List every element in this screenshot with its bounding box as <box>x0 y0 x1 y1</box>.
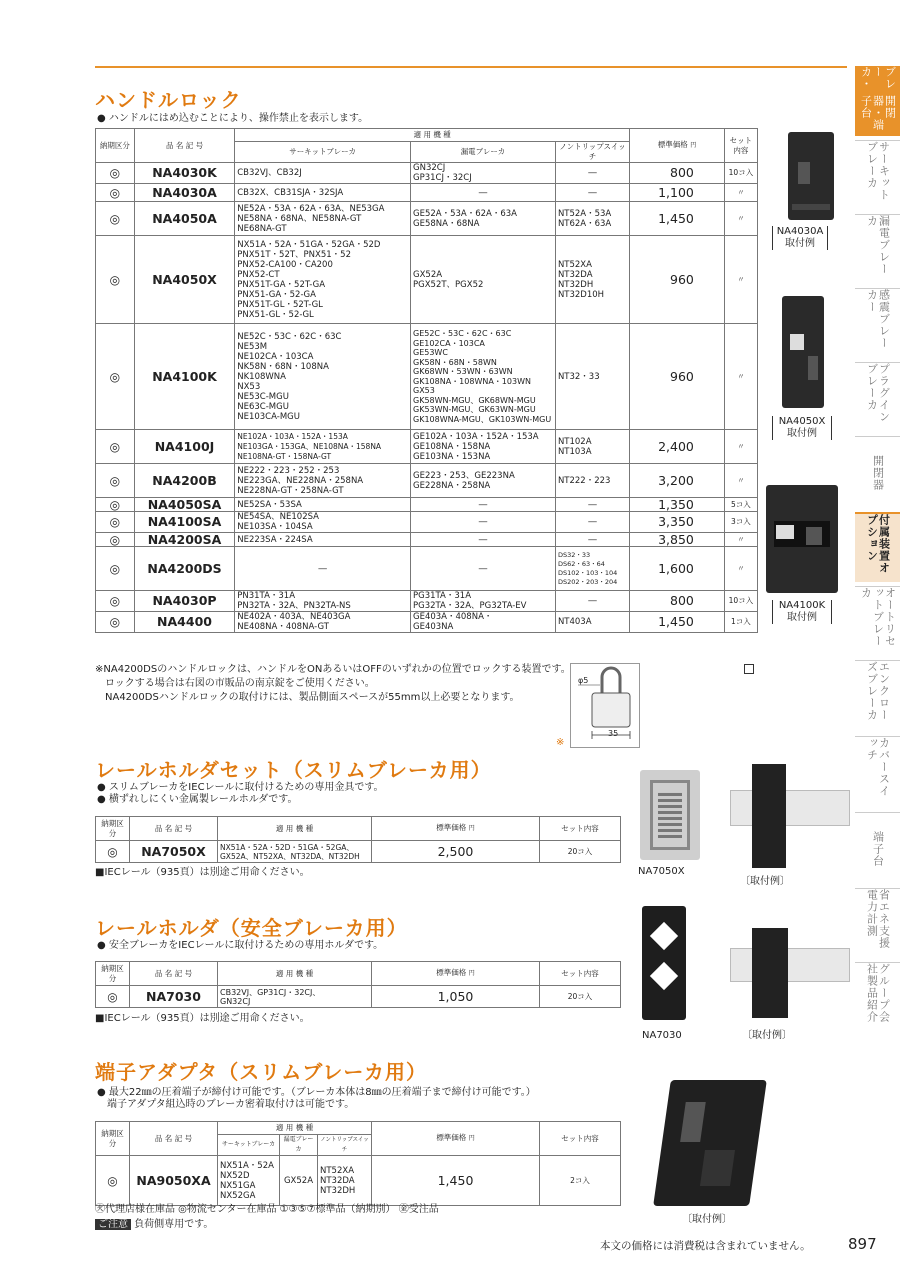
set-cell: 〃 <box>724 430 757 464</box>
leak-cell: GE52A・53A・62A・63A GE58NA・68NA <box>411 202 556 236</box>
circuit-cell: NE52SA・53SA <box>235 498 411 512</box>
photo-rail-slim-mount-breaker <box>752 764 786 868</box>
header-applicable: 適 用 機 種 <box>218 962 372 986</box>
sidebar-tab-label: 開閉器 <box>871 454 885 491</box>
sidebar-tab-label: オートリセットブレーカ <box>859 587 897 647</box>
photo-na7050x <box>640 770 700 860</box>
set-cell: 20コ入 <box>540 841 621 863</box>
rail-slim-table <box>95 816 621 863</box>
top-rule <box>95 66 847 68</box>
model-cell: NA4100K <box>134 324 234 430</box>
leak-cell: ― <box>411 498 556 512</box>
header-price: 標準価格 円 <box>630 129 725 163</box>
set-cell: 20コ入 <box>540 986 621 1008</box>
table-row <box>96 202 758 236</box>
sidebar-tab[interactable] <box>855 962 900 1034</box>
table-row <box>96 430 758 464</box>
model-cell: NA4030P <box>134 591 234 612</box>
circuit-cell: PN31TA・31A PN32TA・32A、PN32TA-NS <box>235 591 411 612</box>
set-cell: 〃 <box>724 324 757 430</box>
sidebar-tab[interactable] <box>855 888 900 958</box>
header-kubun: 納期区分 <box>96 129 135 163</box>
set-cell: 〃 <box>724 236 757 324</box>
photo-na9050xa <box>653 1080 767 1206</box>
leak-cell: GE52C・53C・62C・63C GE102CA・103CA GE53WC GK58N・68N・58WN GK68WN・53WN・63WN GK108NA・108WNA・103WN GX53 GK58WN-MGU、GK68WN-MGU GK53WN-MGU、GK63WN-MGU GK108WNA-MGU、GK103WN-MGU <box>411 324 556 430</box>
set-cell: 10コ入 <box>724 591 757 612</box>
caption-terminal-adapter-example: 〔取付例〕 <box>682 1214 732 1225</box>
model-cell: NA9050XA <box>130 1156 218 1206</box>
rail-safety-note: ■IECレール（935頁）は別途ご用命ください。 <box>95 1013 310 1024</box>
header-price: 標準価格 円 <box>372 962 540 986</box>
sidebar-tab[interactable] <box>855 66 900 136</box>
model-cell: NA4030A <box>134 184 234 202</box>
model-cell: NA7030 <box>130 986 218 1008</box>
header-leak: 漏電ブレーカ <box>411 142 556 163</box>
model-cell: NA4400 <box>134 612 234 633</box>
caption-na7050x: NA7050X <box>638 866 685 877</box>
table-row <box>96 591 758 612</box>
price-cell: 1,050 <box>372 986 540 1008</box>
header-nontrip: ノントリップスイッチ <box>318 1135 372 1156</box>
price-cell: 1,350 <box>630 498 725 512</box>
caption-na4030a: NA4030A 取付例 <box>772 226 828 250</box>
leak-cell: GX52A <box>280 1156 318 1206</box>
circuit-cell: NE402A・403A、NE403GA NE408NA・408NA-GT <box>235 612 411 633</box>
leak-cell: ― <box>411 512 556 533</box>
sidebar-tab[interactable] <box>855 288 900 358</box>
set-cell: 1コ入 <box>724 612 757 633</box>
sidebar-tab-label: 感震ブレーカー <box>865 289 891 349</box>
model-cell: NA4200SA <box>134 533 234 547</box>
sidebar-tab-label: カバースイッチ <box>865 737 891 797</box>
circuit-cell: NE102A・103A・152A・153A NE103GA・153GA、NE108NA・158NA NE108NA-GT・158NA-GT <box>235 430 411 464</box>
sidebar-tab[interactable] <box>855 436 900 508</box>
table-row <box>96 533 758 547</box>
kubun-cell: ◎ <box>96 184 135 202</box>
header-applicable: 適 用 機 種 <box>218 1122 372 1135</box>
header-leak: 漏電ブレーカ <box>280 1135 318 1156</box>
header-model: 品 名 記 号 <box>130 817 218 841</box>
table-row <box>96 324 758 430</box>
circuit-cell: NE223SA・224SA <box>235 533 411 547</box>
handle-lock-note-1: ※NA4200DSのハンドルロックは、ハンドルをONあるいはOFFのいずれかの位置でロックする装置です。 <box>95 664 571 675</box>
header-circuit: サーキットブレーカ <box>218 1135 280 1156</box>
price-cell: 3,350 <box>630 512 725 533</box>
header-set: セット内容 <box>540 962 621 986</box>
nontrip-cell: NT32・33 <box>555 324 629 430</box>
leak-cell: ― <box>411 533 556 547</box>
nontrip-cell: ― <box>555 591 629 612</box>
kubun-cell: ◎ <box>96 841 130 863</box>
applicable-cell: CB32VJ、GP31CJ・32CJ、 GN32CJ <box>218 986 372 1008</box>
model-cell: NA4050A <box>134 202 234 236</box>
header-set: セット内容 <box>540 817 621 841</box>
kubun-cell: ◎ <box>96 612 135 633</box>
kubun-cell: ◎ <box>96 986 130 1008</box>
model-cell: NA4200DS <box>134 547 234 591</box>
header-set: セット内容 <box>540 1122 621 1156</box>
sidebar-tab-label: 開閉器・端子台 <box>859 95 897 132</box>
leak-cell: GE403A・408NA・ GE403NA <box>411 612 556 633</box>
price-cell: 1,600 <box>630 547 725 591</box>
table-row <box>96 498 758 512</box>
header-model: 品 名 記 号 <box>134 129 234 163</box>
section-title-rail-safety: レールホルダ（安全ブレーカ用） <box>95 916 408 940</box>
set-cell: 〃 <box>724 184 757 202</box>
leak-cell: GE102A・103A・152A・153A GE108NA・158NA GE103NA・153NA <box>411 430 556 464</box>
caption-rail-slim-example: 〔取付例〕 <box>740 876 790 887</box>
header-kubun: 納期区分 <box>96 1122 130 1156</box>
set-cell: 〃 <box>724 533 757 547</box>
nontrip-cell: ― <box>555 533 629 547</box>
caption-na4050x: NA4050X 取付例 <box>772 416 832 440</box>
kubun-cell: ◎ <box>96 591 135 612</box>
rail-slim-bullet-1: ● スリムブレーカをIECレールに取付けるための専用金具です。 <box>97 782 384 793</box>
table-row <box>96 464 758 498</box>
nontrip-cell: ― <box>555 184 629 202</box>
circuit-cell: CB32X、CB31SJA・32SJA <box>235 184 411 202</box>
caption-rail-safety-example: 〔取付例〕 <box>742 1030 792 1041</box>
price-cell: 2,400 <box>630 430 725 464</box>
price-cell: 1,450 <box>630 612 725 633</box>
caution-label: ご注意 <box>95 1219 131 1230</box>
stock-legend: ㊋代理店様在庫品 ◎物流センター在庫品 ①③⑤⑦標準品（納期別） ㊎受注品 <box>95 1204 439 1215</box>
price-cell: 800 <box>630 591 725 612</box>
set-cell: 3コ入 <box>724 512 757 533</box>
sidebar-tab[interactable] <box>855 214 900 284</box>
price-cell: 3,200 <box>630 464 725 498</box>
circuit-cell: CB32VJ、CB32J <box>235 163 411 184</box>
checkbox-square <box>744 664 754 674</box>
header-model: 品 名 記 号 <box>130 962 218 986</box>
circuit-cell: ― <box>235 547 411 591</box>
model-cell: NA4030K <box>134 163 234 184</box>
circuit-cell: NX51A・52A NX52D NX51GA NX52GA <box>218 1156 280 1206</box>
sidebar-tab[interactable] <box>855 736 900 808</box>
leak-cell: PG31TA・31A PG32TA・32A、PG32TA-EV <box>411 591 556 612</box>
table-row <box>96 163 758 184</box>
circuit-cell: NE54SA、NE102SA NE103SA・104SA <box>235 512 411 533</box>
price-cell: 960 <box>630 236 725 324</box>
set-cell: 10コ入 <box>724 163 757 184</box>
page-number: 897 <box>848 1235 877 1253</box>
sidebar-tab[interactable] <box>855 362 900 432</box>
leak-cell: GN32CJ GP31CJ・32CJ <box>411 163 556 184</box>
leak-cell: GX52A PGX52T、PGX52 <box>411 236 556 324</box>
circuit-cell: NE52A・53A・62A・63A、NE53GA NE58NA・68NA、NE58NA-GT NE68NA-GT <box>235 202 411 236</box>
caution-row <box>95 1218 213 1231</box>
header-kubun: 納期区分 <box>96 962 130 986</box>
table-row <box>96 612 758 633</box>
price-cell: 1,100 <box>630 184 725 202</box>
price-cell: 1,450 <box>630 202 725 236</box>
leak-cell: ― <box>411 547 556 591</box>
photo-na4030a <box>788 132 834 220</box>
circuit-cell: NE222・223・252・253 NE223GA、NE228NA・258NA NE228NA-GT・258NA-GT <box>235 464 411 498</box>
model-cell: NA4050SA <box>134 498 234 512</box>
kubun-cell: ◎ <box>96 1156 130 1206</box>
caution-text: 負荷側専用です。 <box>134 1219 214 1230</box>
padlock-note-mark: ※ <box>556 737 565 748</box>
kubun-cell: ◎ <box>96 498 135 512</box>
model-cell: NA7050X <box>130 841 218 863</box>
rail-slim-bullet-2: ● 横ずれしにくい金属製レールホルダです。 <box>97 794 298 805</box>
table-row <box>96 512 758 533</box>
photo-na7030 <box>642 906 686 1020</box>
sidebar-tab-label: エンクローズブレーカ <box>865 661 891 721</box>
sidebar-tab-label: グループ会社製品紹介 <box>865 963 891 1023</box>
sidebar-tab[interactable] <box>855 140 900 210</box>
header-applicable: 適 用 機 種 <box>218 817 372 841</box>
nontrip-cell: NT52A・53A NT62A・63A <box>555 202 629 236</box>
header-circuit: サーキットブレーカ <box>235 142 411 163</box>
photo-na4100k <box>766 485 838 593</box>
section-title-handle-lock: ハンドルロック <box>95 88 242 112</box>
sidebar-tab-label: サーキットブレーカ <box>865 141 891 201</box>
header-nontrip: ノントリップスイッチ <box>555 142 629 163</box>
kubun-cell: ◎ <box>96 202 135 236</box>
kubun-cell: ◎ <box>96 464 135 498</box>
leak-cell: GE223・253、GE223NA GE228NA・258NA <box>411 464 556 498</box>
footer-tax-note: 本文の価格には消費税は含まれていません。 <box>600 1240 811 1252</box>
nontrip-cell: NT52XA NT32DA NT32DH NT32D10H <box>555 236 629 324</box>
photo-na4050x <box>782 296 824 408</box>
sidebar-tab-sublabel: ブレーカ・ <box>859 66 897 90</box>
sidebar-tab-label: 漏電ブレーカ <box>865 215 891 275</box>
nontrip-cell: ― <box>555 163 629 184</box>
table-row <box>96 236 758 324</box>
circuit-cell: NE52C・53C・62C・63C NE53M NE102CA・103CA NK58N・68N・108NA NK108WNA NX53 NE53C-MGU NE63C-MGU NE103CA-MGU <box>235 324 411 430</box>
header-applicable: 適 用 機 種 <box>235 129 630 142</box>
price-cell: 800 <box>630 163 725 184</box>
padlock-phi-label: φ5 <box>578 676 589 685</box>
set-cell: 〃 <box>724 547 757 591</box>
nontrip-cell: ― <box>555 498 629 512</box>
set-cell: 〃 <box>724 464 757 498</box>
nontrip-cell: DS32・33 DS62・63・64 DS102・103・104 DS202・203・204 <box>555 547 629 591</box>
applicable-cell: NX51A・52A・52D・51GA・52GA、 GX52A、NT52XA、NT32DA、NT32DH <box>218 841 372 863</box>
kubun-cell: ◎ <box>96 324 135 430</box>
circuit-cell: NX51A・52A・51GA・52GA・52D PNX51T・52T、PNX51・52 PNX52-CA100・CA200 PNX52-CT PNX51T-GA・52T-GA PNX51-GA・52-GA PNX51T-GL・52T-GL PNX51-GL・52-GL <box>235 236 411 324</box>
kubun-cell: ◎ <box>96 547 135 591</box>
set-cell: 2コ入 <box>540 1156 621 1206</box>
kubun-cell: ◎ <box>96 163 135 184</box>
kubun-cell: ◎ <box>96 236 135 324</box>
header-price: 標準価格 円 <box>372 817 540 841</box>
sidebar-tab-label: 端子台 <box>871 830 885 867</box>
set-cell: 5コ入 <box>724 498 757 512</box>
model-cell: NA4100J <box>134 430 234 464</box>
sidebar-tab[interactable] <box>855 586 900 656</box>
section-title-terminal-adapter: 端子アダプタ（スリムブレーカ用） <box>95 1060 427 1084</box>
header-set: セット内容 <box>724 129 757 163</box>
price-cell: 960 <box>630 324 725 430</box>
nontrip-cell: NT403A <box>555 612 629 633</box>
photo-rail-safety-mount-holder <box>752 928 788 1018</box>
nontrip-cell: NT102A NT103A <box>555 430 629 464</box>
terminal-adapter-bullet-2: 端子アダプタ組込時のブレーカ密着取付けは可能です。 <box>107 1099 355 1110</box>
header-kubun: 納期区分 <box>96 817 130 841</box>
table-row <box>96 547 758 591</box>
nontrip-cell: ― <box>555 512 629 533</box>
handle-lock-note-3: NA4200DSハンドルロックの取付けには、製品側面スペースが55mm以上必要となります。 <box>105 692 520 703</box>
nontrip-cell: NT52XA NT32DA NT32DH <box>318 1156 372 1206</box>
header-price: 標準価格 円 <box>372 1122 540 1156</box>
set-cell: 〃 <box>724 202 757 236</box>
rail-safety-bullet: ● 安全ブレーカをIECレールに取付けるための専用ホルダです。 <box>97 940 384 951</box>
rail-safety-table <box>95 961 621 1008</box>
caption-na7030: NA7030 <box>642 1030 682 1041</box>
sidebar-tab[interactable] <box>855 660 900 732</box>
kubun-cell: ◎ <box>96 533 135 547</box>
header-model: 品 名 記 号 <box>130 1122 218 1156</box>
caption-na4100k: NA4100K 取付例 <box>772 600 832 624</box>
kubun-cell: ◎ <box>96 512 135 533</box>
sidebar-tab-label: 付属装置オプション <box>865 514 891 574</box>
leak-cell: ― <box>411 184 556 202</box>
photo-rail-slim-mount-rail <box>730 790 850 826</box>
price-cell: 3,850 <box>630 533 725 547</box>
terminal-adapter-bullet-1: ● 最大22㎜の圧着端子が締付け可能です。（ブレーカ本体は8㎜の圧着端子まで締付け可能です。） <box>97 1087 536 1098</box>
price-cell: 2,500 <box>372 841 540 863</box>
sidebar-tab-label: プラグインブレーカ <box>865 363 891 423</box>
nontrip-cell: NT222・223 <box>555 464 629 498</box>
sidebar-tab-label: 省エネ支援電力計測 <box>865 889 891 949</box>
handle-lock-note-2: ロックする場合は右図の市販品の南京錠をご使用ください。 <box>105 678 375 689</box>
handle-lock-bullet: ● ハンドルにはめ込むことにより、操作禁止を表示します。 <box>97 113 369 124</box>
sidebar-tab[interactable] <box>855 512 900 582</box>
padlock-width-label: 35 <box>608 729 619 738</box>
price-cell: 1,450 <box>372 1156 540 1206</box>
rail-slim-note: ■IECレール（935頁）は別途ご用命ください。 <box>95 867 310 878</box>
section-title-rail-slim: レールホルダセット（スリムブレーカ用） <box>95 758 492 782</box>
terminal-adapter-table <box>95 1121 621 1206</box>
table-row <box>96 184 758 202</box>
model-cell: NA4050X <box>134 236 234 324</box>
handle-lock-table <box>95 128 758 633</box>
model-cell: NA4200B <box>134 464 234 498</box>
photo-rail-safety-mount-rail <box>730 948 850 982</box>
model-cell: NA4100SA <box>134 512 234 533</box>
kubun-cell: ◎ <box>96 430 135 464</box>
sidebar-tab[interactable] <box>855 812 900 884</box>
